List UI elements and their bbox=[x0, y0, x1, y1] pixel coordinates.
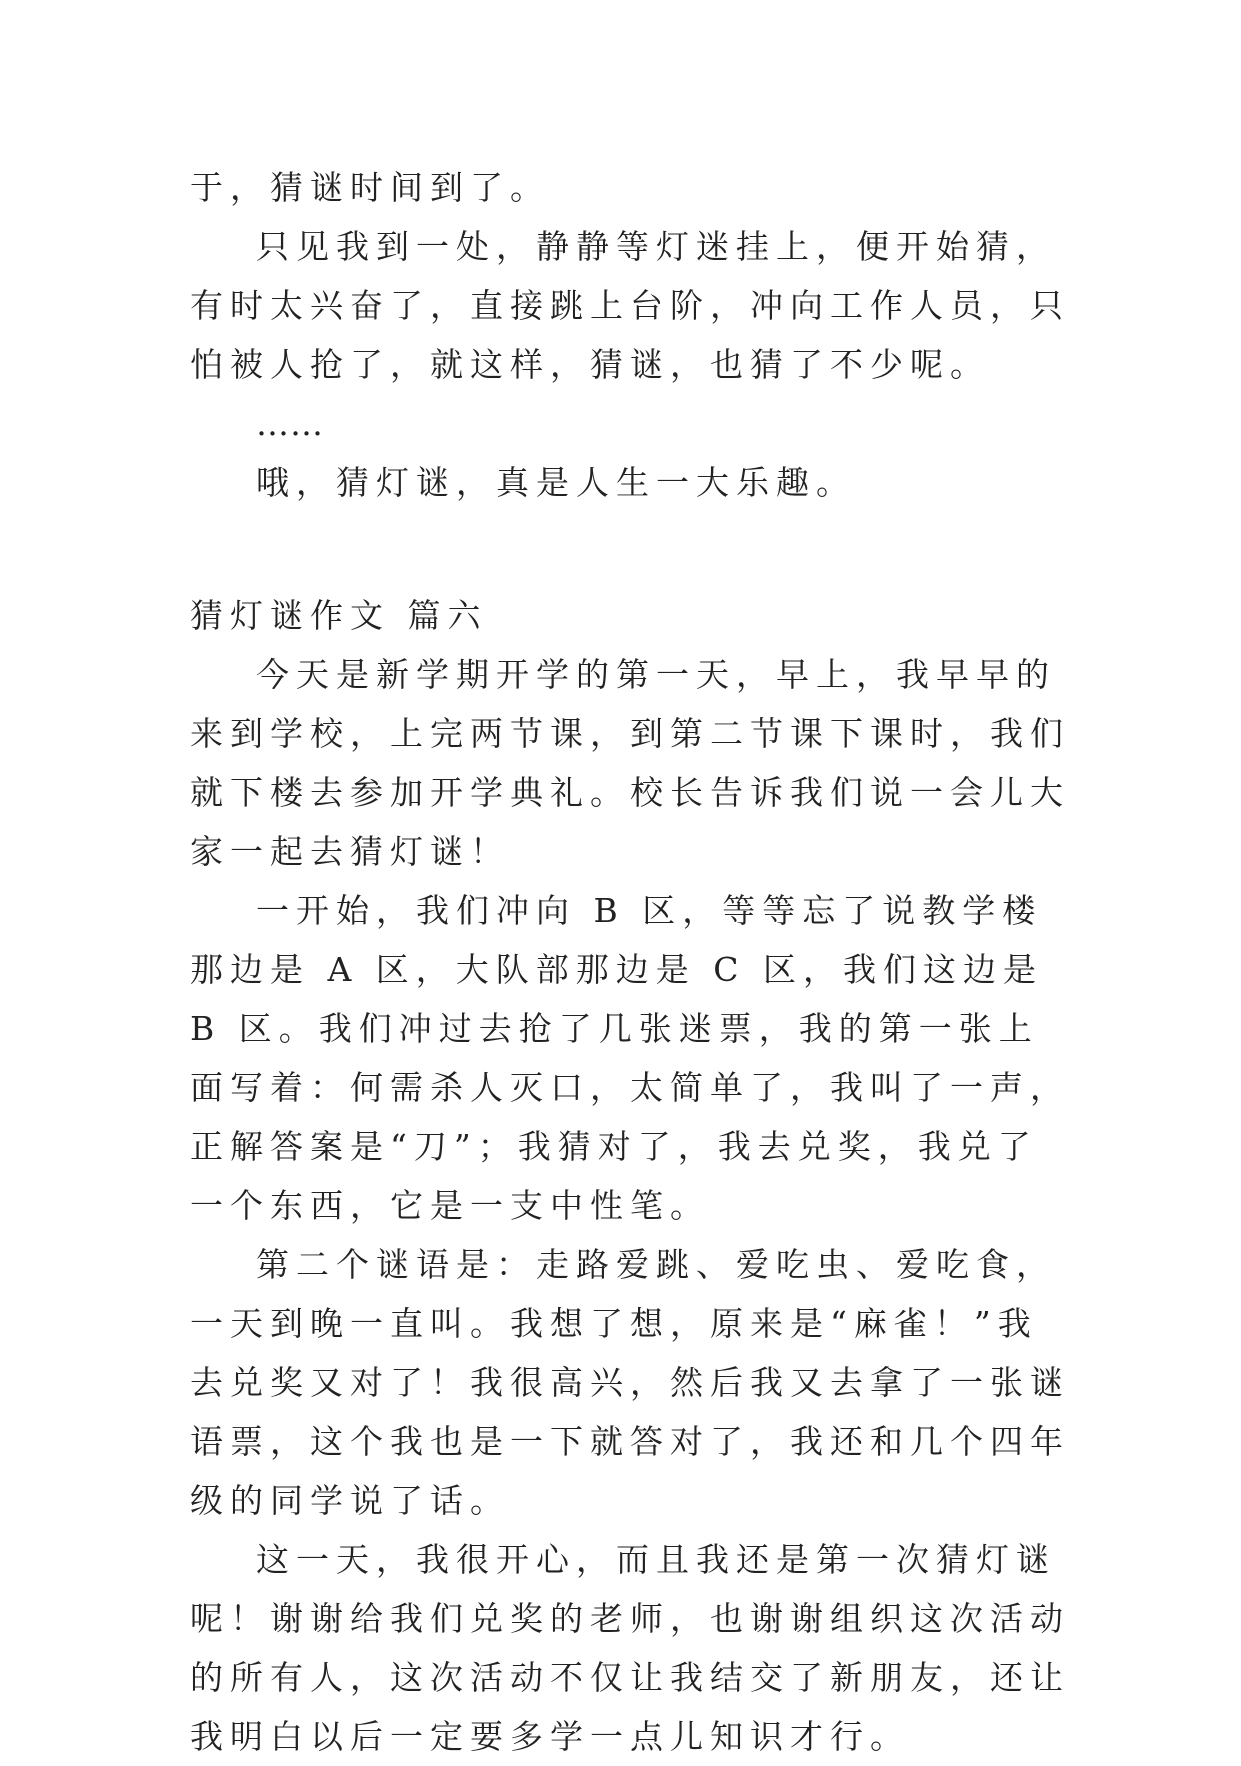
paragraph-conclusion: 这一天，我很开心，而且我还是第一次猜灯谜呢！谢谢给我们兑奖的老师，也谢谢组织这次活动的所有人，这次活动不仅让我结交了新朋友，还让我明白以后一定要多学一点儿知识才行。 bbox=[190, 1540, 1070, 1756]
paragraph-closing: 哦，猜灯谜，真是人生一大乐趣。 bbox=[256, 463, 856, 502]
paragraph-school-day: 今天是新学期开学的第一天，早上，我早早的来到学校，上完两节课，到第二节课下课时，我们就下楼去参加开学典礼。校长告诉我们说一会儿大家一起去猜灯谜！ bbox=[190, 655, 1070, 871]
paragraph-continuation: 于，猜谜时间到了。 bbox=[190, 168, 550, 207]
paragraph-riddle-guessing: 只见我到一处，静静等灯迷挂上，便开始猜，有时太兴奋了，直接跳上台阶，冲向工作人员，只怕被人抢了，就这样，猜谜，也猜了不少呢。 bbox=[190, 227, 1070, 384]
paragraph-second-riddle: 第二个谜语是：走路爱跳、爱吃虫、爱吃食，一天到晚一直叫。我想了想，原来是“麻雀！”我去兑奖又对了！我很高兴，然后我又去拿了一张谜语票，这个我也是一下就答对了，我还和几个四年级的同学说了话。 bbox=[190, 1245, 1070, 1520]
section-heading: 猜灯谜作文 篇六 bbox=[190, 596, 488, 635]
paragraph-first-riddle: 一开始，我们冲向 B 区，等等忘了说教学楼那边是 A 区，大队部那边是 C 区，我们这边是 B 区。我们冲过去抢了几张迷票，我的第一张上面写着：何需杀人灭口，太简单了，我叫了一声，正解答案是“刀”；我猜对了，我去兑奖，我兑了一个东西，它是一支中性笔。 bbox=[190, 891, 1070, 1225]
document-body bbox=[190, 158, 1070, 1766]
paragraph-ellipsis: …… bbox=[256, 404, 324, 443]
